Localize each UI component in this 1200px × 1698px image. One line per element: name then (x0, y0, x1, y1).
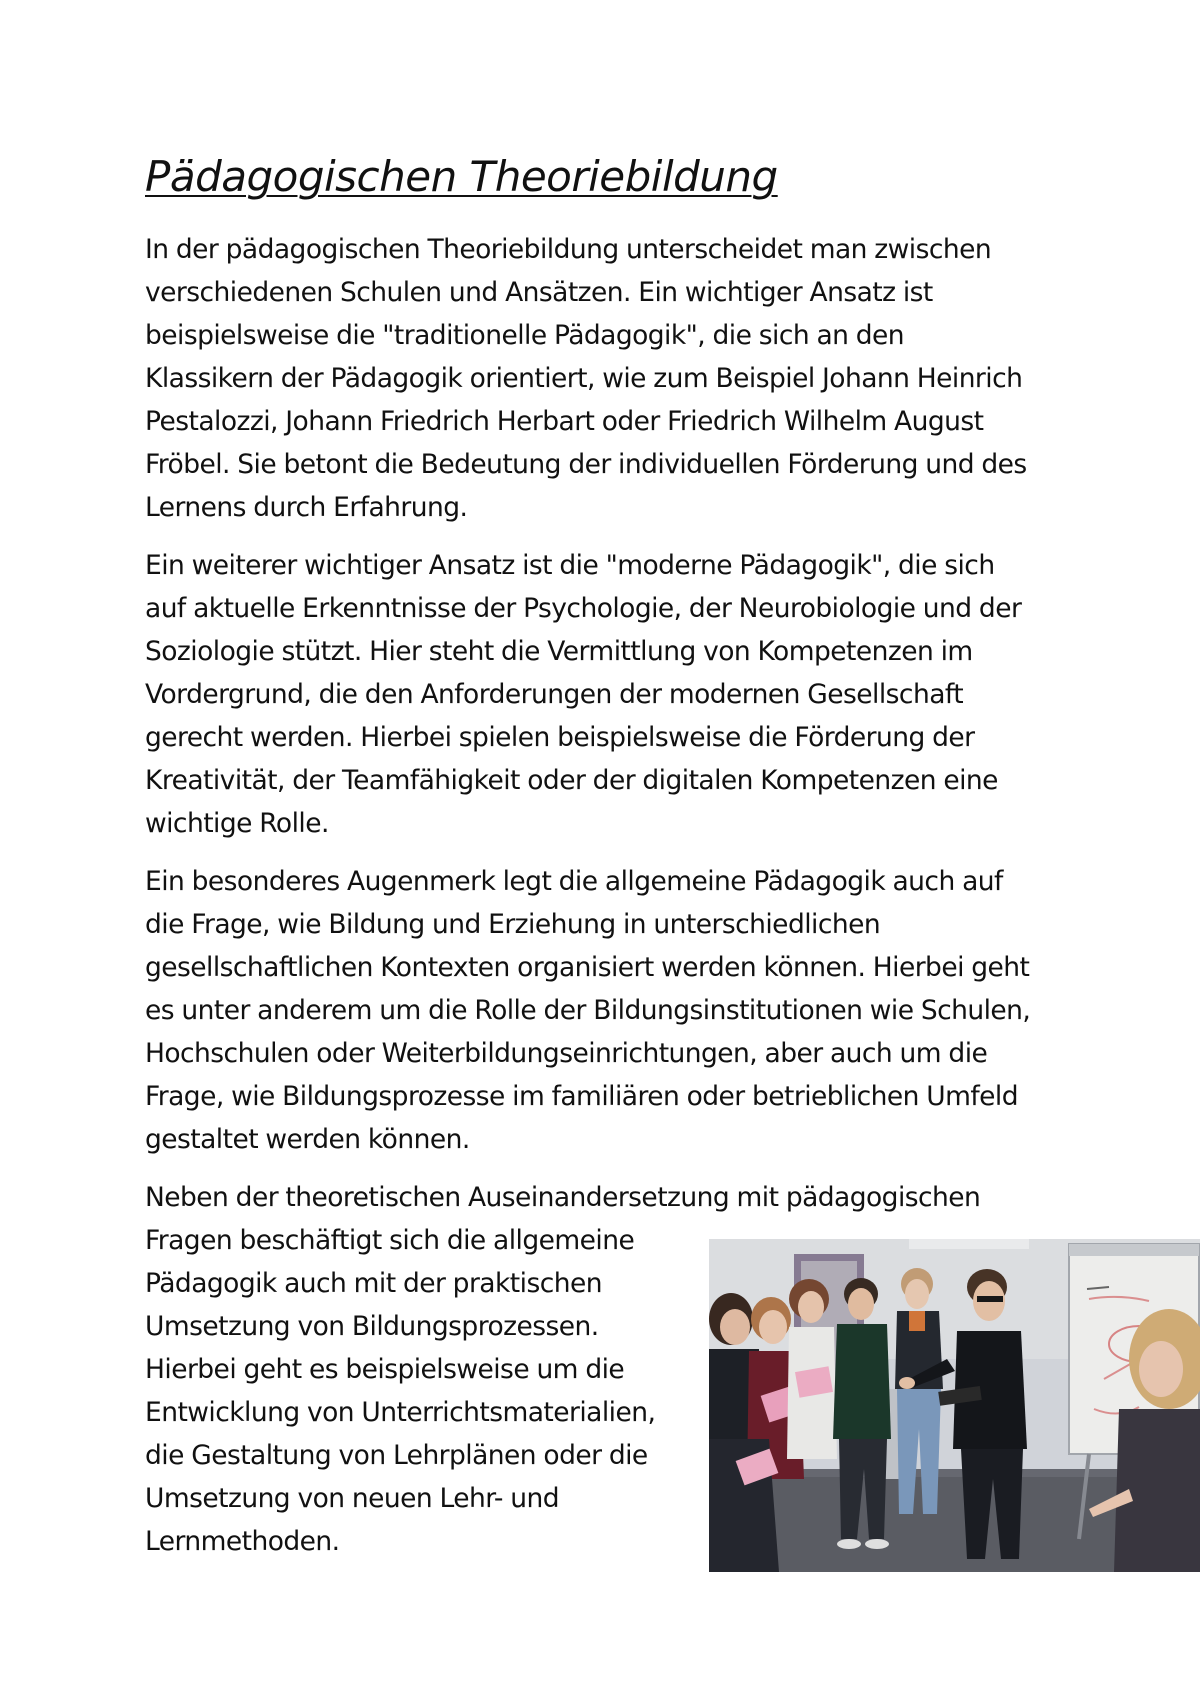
text-line: wichtige Rolle. (145, 808, 329, 839)
text-line: auf aktuelle Erkenntnisse der Psychologie, der Neurobiologie und der (145, 593, 1022, 624)
text-line: es unter anderem um die Rolle der Bildungsinstitutionen wie Schulen, (145, 995, 1031, 1026)
paragraph-traditional-pedagogy (145, 228, 1027, 529)
text-line: verschiedenen Schulen und Ansätzen. Ein wichtiger Ansatz ist (145, 277, 933, 308)
text-line: Frage, wie Bildungsprozesse im familiären oder betrieblichen Umfeld (145, 1081, 1019, 1112)
text-line: Umsetzung von Bildungsprozessen. (145, 1311, 599, 1342)
group-workshop-photo (709, 1239, 1200, 1572)
text-line: die Frage, wie Bildung und Erziehung in unterschiedlichen (145, 909, 881, 940)
text-line: beispielsweise die "traditionelle Pädagogik", die sich an den (145, 320, 905, 351)
text-line: gestaltet werden können. (145, 1124, 470, 1155)
text-line: Entwicklung von Unterrichtsmaterialien, (145, 1397, 656, 1428)
text-line: gerecht werden. Hierbei spielen beispielsweise die Förderung der (145, 722, 975, 753)
text-line: Ein weiterer wichtiger Ansatz ist die "moderne Pädagogik", die sich (145, 550, 995, 581)
text-line: In der pädagogischen Theoriebildung unterscheidet man zwischen (145, 234, 992, 265)
document-title: Pädagogischen Theoriebildung (145, 152, 778, 201)
text-line: Fragen beschäftigt sich die allgemeine (145, 1225, 635, 1256)
text-line: Klassikern der Pädagogik orientiert, wie zum Beispiel Johann Heinrich (145, 363, 1023, 394)
text-line: Fröbel. Sie betont die Bedeutung der individuellen Förderung und des (145, 449, 1027, 480)
text-line: Pestalozzi, Johann Friedrich Herbart oder Friedrich Wilhelm August (145, 406, 984, 437)
text-line: Soziologie stützt. Hier steht die Vermittlung von Kompetenzen im (145, 636, 973, 667)
text-line: Lernens durch Erfahrung. (145, 492, 468, 523)
text-line: Hierbei geht es beispielsweise um die (145, 1354, 625, 1385)
text-line: Lernmethoden. (145, 1526, 340, 1557)
paragraph-social-contexts (145, 860, 1030, 1161)
text-line: Kreativität, der Teamfähigkeit oder der digitalen Kompetenzen eine (145, 765, 998, 796)
text-line: die Gestaltung von Lehrplänen oder die (145, 1440, 648, 1471)
text-line: Ein besonderes Augenmerk legt die allgemeine Pädagogik auch auf (145, 866, 1003, 897)
text-line: Pädagogik auch mit der praktischen (145, 1268, 602, 1299)
text-line: gesellschaftlichen Kontexten organisiert werden können. Hierbei geht (145, 952, 1030, 983)
paragraph-modern-pedagogy (145, 544, 1021, 845)
text-line: Neben der theoretischen Auseinandersetzung mit pädagogischen (145, 1182, 981, 1213)
text-line: Vordergrund, die den Anforderungen der modernen Gesellschaft (145, 679, 964, 710)
text-line: Umsetzung von neuen Lehr- und (145, 1483, 560, 1514)
text-line: Hochschulen oder Weiterbildungseinrichtungen, aber auch um die (145, 1038, 988, 1069)
